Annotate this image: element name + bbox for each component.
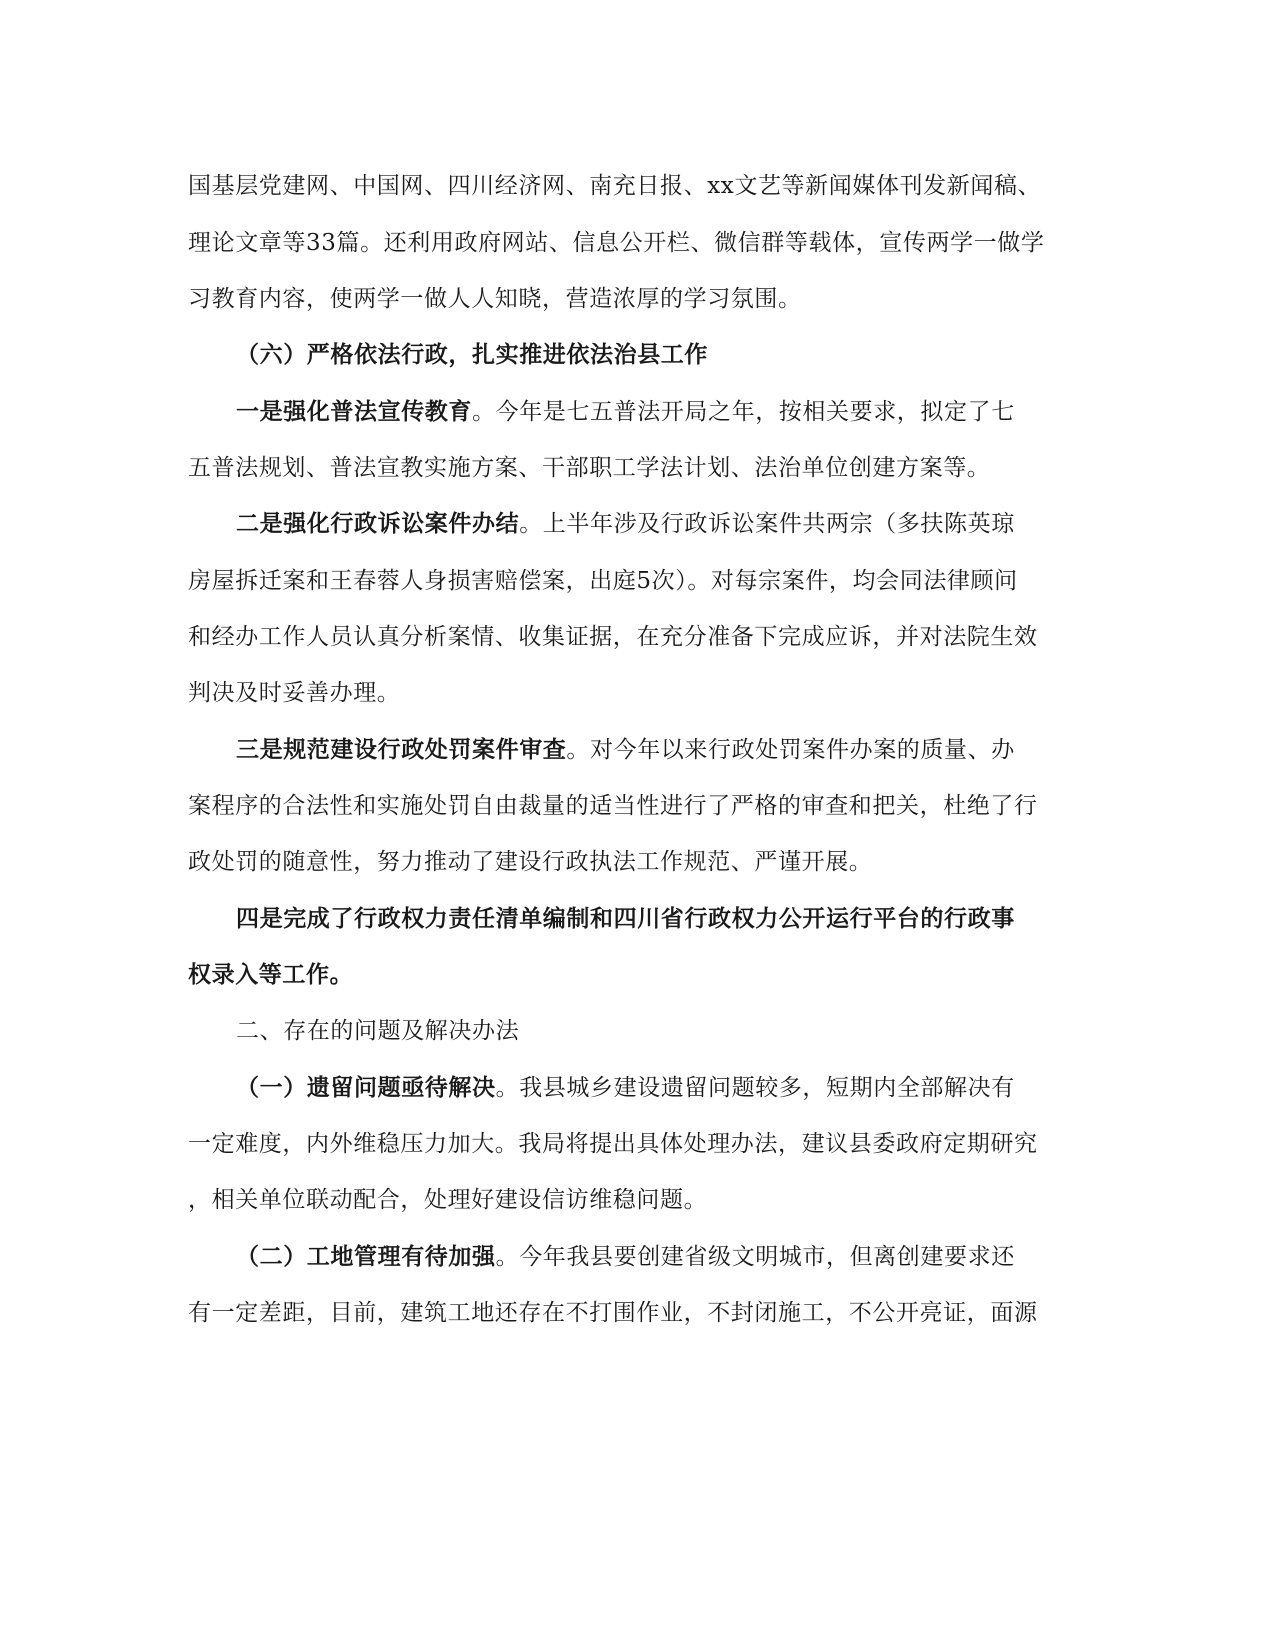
paragraph-line: 五普法规划、普法宣教实施方案、干部职工学法计划、法治单位创建方案等。 — [188, 455, 991, 481]
paragraph-line: 判决及时妥善办理。 — [188, 680, 401, 706]
item-first-line — [236, 1073, 1015, 1103]
item-text: 。对今年以来行政处罚案件办案的质量、办 — [566, 737, 1015, 763]
item-bold-line: 四是完成了行政权力责任清单编制和四川省行政权力公开运行平台的行政事 — [236, 905, 1015, 932]
section-heading: （六）严格依法行政，扎实推进依法治县工作 — [236, 341, 708, 368]
paragraph-line: 政处罚的随意性，努力推动了建设行政执法工作规范、严谨开展。 — [188, 849, 873, 875]
paragraph-line: 有一定差距，目前，建筑工地还存在不打围作业，不封闭施工，不公开亮证，面源 — [188, 1300, 1038, 1326]
item-first-line — [236, 1242, 1015, 1272]
item-first-line — [236, 509, 1015, 539]
paragraph-line: 习教育内容，使两学一做人人知晓，营造浓厚的学习氛围。 — [188, 286, 802, 312]
item-bold-line: 权录入等工作。 — [188, 961, 354, 988]
item-lead: 二是强化行政诉讼案件办结 — [236, 510, 520, 537]
paragraph-line: 一定难度，内外维稳压力加大。我局将提出具体处理办法，建议县委政府定期研究 — [188, 1131, 1038, 1157]
item-text: 。上半年涉及行政诉讼案件共两宗（多扶陈英琼 — [519, 511, 1015, 537]
item-text: 。我县城乡建设遗留问题较多，短期内全部解决有 — [495, 1075, 1015, 1101]
section-heading: 二、存在的问题及解决办法 — [236, 1018, 520, 1044]
item-first-line — [236, 735, 1015, 765]
item-first-line — [236, 397, 1015, 427]
paragraph-line: 国基层党建网、中国网、四川经济网、南充日报、xx文艺等新闻媒体刊发新闻稿、 — [188, 173, 1042, 199]
paragraph-line: 案程序的合法性和实施处罚自由裁量的适当性进行了严格的审查和把关，杜绝了行 — [188, 793, 1038, 819]
paragraph-line: 理论文章等33篇。还利用政府网站、信息公开栏、微信群等载体，宣传两学一做学 — [188, 230, 1045, 256]
paragraph-line: 和经办工作人员认真分析案情、收集证据，在充分准备下完成应诉，并对法院生效 — [188, 624, 1038, 650]
paragraph-line: ，相关单位联动配合，处理好建设信访维稳问题。 — [188, 1187, 708, 1213]
item-lead: （二）工地管理有待加强 — [236, 1243, 496, 1270]
item-text: 。今年是七五普法开局之年，按相关要求，拟定了七 — [472, 399, 1015, 425]
item-text: 。今年我县要创建省级文明城市，但离创建要求还 — [495, 1244, 1015, 1270]
item-lead: 三是规范建设行政处罚案件审查 — [236, 736, 567, 763]
paragraph-line: 房屋拆迁案和王春蓉人身损害赔偿案，出庭5次）。对每宗案件，均会同法律顾问 — [188, 568, 1018, 594]
item-lead: （一）遗留问题亟待解决 — [236, 1074, 496, 1101]
item-lead: 一是强化普法宣传教育 — [236, 398, 472, 425]
